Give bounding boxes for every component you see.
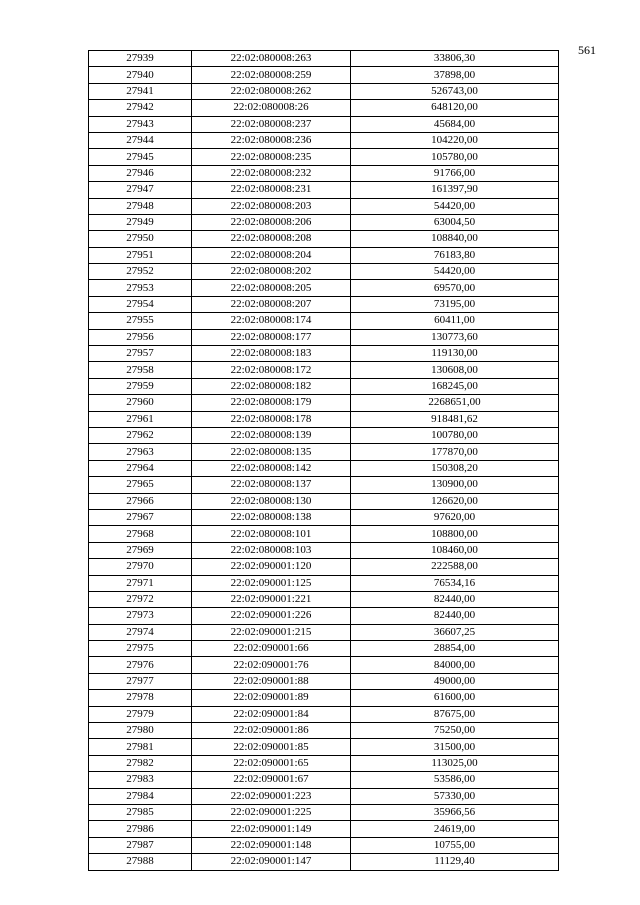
value-cell: 82440,00 (351, 591, 559, 607)
value-cell: 105780,00 (351, 149, 559, 165)
page-number: 561 (578, 43, 596, 57)
row-number-cell: 27970 (89, 559, 192, 575)
table-row (89, 542, 559, 558)
table-row (89, 526, 559, 542)
cadastral-number-cell: 22:02:090001:120 (192, 559, 351, 575)
row-number-cell: 27966 (89, 493, 192, 509)
cadastral-number-cell: 22:02:080008:139 (192, 427, 351, 443)
cadastral-number-cell: 22:02:090001:148 (192, 837, 351, 853)
table-row (89, 837, 559, 853)
table-row (89, 755, 559, 771)
value-cell: 130608,00 (351, 362, 559, 378)
value-cell: 104220,00 (351, 132, 559, 148)
cadastral-number-cell: 22:02:080008:262 (192, 83, 351, 99)
table-row (89, 182, 559, 198)
cadastral-number-cell: 22:02:090001:85 (192, 739, 351, 755)
value-cell: 126620,00 (351, 493, 559, 509)
value-cell: 28854,00 (351, 641, 559, 657)
table-row (89, 788, 559, 804)
cadastral-number-cell: 22:02:080008:205 (192, 280, 351, 296)
cadastral-number-cell: 22:02:080008:142 (192, 460, 351, 476)
row-number-cell: 27974 (89, 624, 192, 640)
table-row (89, 706, 559, 722)
row-number-cell: 27973 (89, 608, 192, 624)
value-cell: 130900,00 (351, 477, 559, 493)
cadastral-number-cell: 22:02:080008:137 (192, 477, 351, 493)
cadastral-number-cell: 22:02:090001:125 (192, 575, 351, 591)
value-cell: 75250,00 (351, 723, 559, 739)
value-cell: 45684,00 (351, 116, 559, 132)
cadastral-number-cell: 22:02:080008:172 (192, 362, 351, 378)
row-number-cell: 27940 (89, 67, 192, 83)
value-cell: 69570,00 (351, 280, 559, 296)
cadastral-number-cell: 22:02:080008:235 (192, 149, 351, 165)
cadastral-number-cell: 22:02:080008:204 (192, 247, 351, 263)
row-number-cell: 27960 (89, 395, 192, 411)
table-row (89, 559, 559, 575)
cadastral-number-cell: 22:02:080008:207 (192, 296, 351, 312)
table-row (89, 264, 559, 280)
cadastral-number-cell: 22:02:080008:202 (192, 264, 351, 280)
table-row (89, 132, 559, 148)
value-cell: 61600,00 (351, 690, 559, 706)
row-number-cell: 27954 (89, 296, 192, 312)
value-cell: 60411,00 (351, 313, 559, 329)
value-cell: 150308,20 (351, 460, 559, 476)
table-row (89, 690, 559, 706)
row-number-cell: 27983 (89, 772, 192, 788)
table-row (89, 804, 559, 820)
value-cell: 53586,00 (351, 772, 559, 788)
cadastral-number-cell: 22:02:080008:206 (192, 214, 351, 230)
cadastral-number-cell: 22:02:090001:88 (192, 673, 351, 689)
value-cell: 177870,00 (351, 444, 559, 460)
cadastral-number-cell: 22:02:090001:147 (192, 854, 351, 870)
value-cell: 36607,25 (351, 624, 559, 640)
value-cell: 24619,00 (351, 821, 559, 837)
value-cell: 63004,50 (351, 214, 559, 230)
cadastral-number-cell: 22:02:090001:149 (192, 821, 351, 837)
table-row (89, 854, 559, 870)
row-number-cell: 27950 (89, 231, 192, 247)
row-number-cell: 27961 (89, 411, 192, 427)
value-cell: 49000,00 (351, 673, 559, 689)
cadastral-number-cell: 22:02:080008:103 (192, 542, 351, 558)
value-cell: 31500,00 (351, 739, 559, 755)
value-cell: 168245,00 (351, 378, 559, 394)
value-cell: 10755,00 (351, 837, 559, 853)
row-number-cell: 27953 (89, 280, 192, 296)
table-row (89, 346, 559, 362)
row-number-cell: 27947 (89, 182, 192, 198)
cadastral-number-cell: 22:02:080008:174 (192, 313, 351, 329)
cadastral-number-cell: 22:02:090001:76 (192, 657, 351, 673)
cadastral-number-cell: 22:02:090001:84 (192, 706, 351, 722)
row-number-cell: 27959 (89, 378, 192, 394)
cadastral-number-cell: 22:02:090001:215 (192, 624, 351, 640)
row-number-cell: 27980 (89, 723, 192, 739)
data-table (88, 50, 559, 871)
table-row (89, 83, 559, 99)
row-number-cell: 27964 (89, 460, 192, 476)
table-row (89, 477, 559, 493)
cadastral-number-cell: 22:02:080008:183 (192, 346, 351, 362)
value-cell: 91766,00 (351, 165, 559, 181)
row-number-cell: 27968 (89, 526, 192, 542)
cadastral-number-cell: 22:02:080008:130 (192, 493, 351, 509)
row-number-cell: 27956 (89, 329, 192, 345)
row-number-cell: 27951 (89, 247, 192, 263)
cadastral-number-cell: 22:02:090001:66 (192, 641, 351, 657)
row-number-cell: 27945 (89, 149, 192, 165)
row-number-cell: 27939 (89, 51, 192, 67)
table-row (89, 772, 559, 788)
cadastral-number-cell: 22:02:090001:65 (192, 755, 351, 771)
cadastral-number-cell: 22:02:080008:203 (192, 198, 351, 214)
cadastral-number-cell: 22:02:080008:101 (192, 526, 351, 542)
value-cell: 130773,60 (351, 329, 559, 345)
row-number-cell: 27988 (89, 854, 192, 870)
table-row (89, 493, 559, 509)
table-row (89, 444, 559, 460)
table-row (89, 329, 559, 345)
table-row (89, 608, 559, 624)
cadastral-number-cell: 22:02:080008:26 (192, 100, 351, 116)
row-number-cell: 27978 (89, 690, 192, 706)
row-number-cell: 27987 (89, 837, 192, 853)
table-row (89, 575, 559, 591)
table-row (89, 247, 559, 263)
value-cell: 82440,00 (351, 608, 559, 624)
cadastral-number-cell: 22:02:080008:135 (192, 444, 351, 460)
table-row (89, 51, 559, 67)
value-cell: 108460,00 (351, 542, 559, 558)
row-number-cell: 27948 (89, 198, 192, 214)
value-cell: 76534,16 (351, 575, 559, 591)
value-cell: 113025,00 (351, 755, 559, 771)
row-number-cell: 27985 (89, 804, 192, 820)
value-cell: 84000,00 (351, 657, 559, 673)
table-row (89, 509, 559, 525)
cadastral-number-cell: 22:02:080008:259 (192, 67, 351, 83)
table-row (89, 673, 559, 689)
row-number-cell: 27958 (89, 362, 192, 378)
row-number-cell: 27969 (89, 542, 192, 558)
cadastral-number-cell: 22:02:080008:177 (192, 329, 351, 345)
value-cell: 76183,80 (351, 247, 559, 263)
row-number-cell: 27982 (89, 755, 192, 771)
row-number-cell: 27965 (89, 477, 192, 493)
cadastral-number-cell: 22:02:080008:263 (192, 51, 351, 67)
cadastral-number-cell: 22:02:080008:138 (192, 509, 351, 525)
cadastral-number-cell: 22:02:080008:237 (192, 116, 351, 132)
row-number-cell: 27942 (89, 100, 192, 116)
table-row (89, 739, 559, 755)
cadastral-number-cell: 22:02:090001:223 (192, 788, 351, 804)
table-row (89, 624, 559, 640)
value-cell: 648120,00 (351, 100, 559, 116)
table-row (89, 214, 559, 230)
row-number-cell: 27977 (89, 673, 192, 689)
cadastral-number-cell: 22:02:090001:226 (192, 608, 351, 624)
row-number-cell: 27943 (89, 116, 192, 132)
row-number-cell: 27984 (89, 788, 192, 804)
cadastral-number-cell: 22:02:080008:236 (192, 132, 351, 148)
cadastral-number-cell: 22:02:080008:208 (192, 231, 351, 247)
table-row (89, 821, 559, 837)
value-cell: 35966,56 (351, 804, 559, 820)
value-cell: 54420,00 (351, 198, 559, 214)
table-row (89, 280, 559, 296)
value-cell: 37898,00 (351, 67, 559, 83)
table-row (89, 296, 559, 312)
value-cell: 2268651,00 (351, 395, 559, 411)
value-cell: 57330,00 (351, 788, 559, 804)
value-cell: 108840,00 (351, 231, 559, 247)
cadastral-number-cell: 22:02:080008:231 (192, 182, 351, 198)
cadastral-number-cell: 22:02:080008:232 (192, 165, 351, 181)
row-number-cell: 27944 (89, 132, 192, 148)
table-row (89, 460, 559, 476)
row-number-cell: 27967 (89, 509, 192, 525)
value-cell: 161397,90 (351, 182, 559, 198)
cadastral-number-cell: 22:02:090001:221 (192, 591, 351, 607)
value-cell: 97620,00 (351, 509, 559, 525)
row-number-cell: 27972 (89, 591, 192, 607)
table-row (89, 411, 559, 427)
table-row (89, 641, 559, 657)
row-number-cell: 27976 (89, 657, 192, 673)
row-number-cell: 27946 (89, 165, 192, 181)
value-cell: 33806,30 (351, 51, 559, 67)
row-number-cell: 27986 (89, 821, 192, 837)
table-row (89, 378, 559, 394)
cadastral-number-cell: 22:02:090001:225 (192, 804, 351, 820)
value-cell: 526743,00 (351, 83, 559, 99)
table-row (89, 100, 559, 116)
table-row (89, 165, 559, 181)
cadastral-number-cell: 22:02:080008:178 (192, 411, 351, 427)
table-row (89, 231, 559, 247)
value-cell: 119130,00 (351, 346, 559, 362)
row-number-cell: 27975 (89, 641, 192, 657)
row-number-cell: 27949 (89, 214, 192, 230)
cadastral-number-cell: 22:02:090001:86 (192, 723, 351, 739)
table-row (89, 116, 559, 132)
value-cell: 87675,00 (351, 706, 559, 722)
row-number-cell: 27941 (89, 83, 192, 99)
value-cell: 222588,00 (351, 559, 559, 575)
row-number-cell: 27962 (89, 427, 192, 443)
row-number-cell: 27963 (89, 444, 192, 460)
table-row (89, 591, 559, 607)
cadastral-number-cell: 22:02:080008:182 (192, 378, 351, 394)
value-cell: 11129,40 (351, 854, 559, 870)
cadastral-number-cell: 22:02:090001:67 (192, 772, 351, 788)
row-number-cell: 27981 (89, 739, 192, 755)
row-number-cell: 27971 (89, 575, 192, 591)
table-row (89, 395, 559, 411)
table-row (89, 198, 559, 214)
cadastral-number-cell: 22:02:090001:89 (192, 690, 351, 706)
table-row (89, 362, 559, 378)
table-row (89, 313, 559, 329)
row-number-cell: 27957 (89, 346, 192, 362)
row-number-cell: 27952 (89, 264, 192, 280)
value-cell: 108800,00 (351, 526, 559, 542)
cadastral-number-cell: 22:02:080008:179 (192, 395, 351, 411)
value-cell: 100780,00 (351, 427, 559, 443)
value-cell: 54420,00 (351, 264, 559, 280)
row-number-cell: 27955 (89, 313, 192, 329)
table-row (89, 723, 559, 739)
table-body (89, 51, 559, 871)
table-row (89, 427, 559, 443)
row-number-cell: 27979 (89, 706, 192, 722)
table-row (89, 149, 559, 165)
value-cell: 73195,00 (351, 296, 559, 312)
value-cell: 918481,62 (351, 411, 559, 427)
table-row (89, 67, 559, 83)
table-row (89, 657, 559, 673)
